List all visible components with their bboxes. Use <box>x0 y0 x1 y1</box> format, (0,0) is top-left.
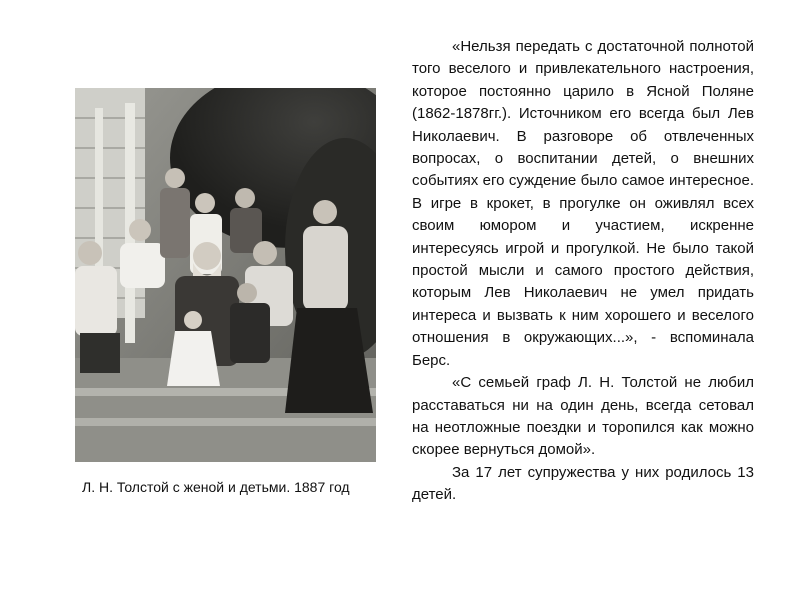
quote-text-block <box>412 36 754 507</box>
family-photo <box>75 88 376 462</box>
paragraph-children: За 17 лет супружества у них родилось 13 детей. <box>412 463 754 504</box>
paragraph-bers-quote: «Нельзя передать с достаточной полнотой того веселого и привлекательного настроения, которое постоянно царило в Ясной Поляне (1862-1878гг.). Источником его всегда был Лев Николаевич. В разговоре об отвлеченных вопросах, о воспитании детей, о внешних событиях его суждение было самое интересное. В игре в крокет, в прогулке он оживлял всех своим юмором и участием, искренне интересуясь игрой и прогулкой. Не было такой простой мысли и самого простого действия, которым Лев Николаевич не умел придать интереса и вызвать к ним хорошего и веселого отношения в окружающих...», - вспоминала Берс. <box>412 38 754 369</box>
paragraph-family: «С семьей граф Л. Н. Толстой не любил расставаться ни на один день, всегда сетовал на неотложные поездки и торопился как можно скорее вернуться домой». <box>412 374 754 459</box>
photo-caption: Л. Н. Толстой с женой и детьми. 1887 год <box>82 479 350 495</box>
